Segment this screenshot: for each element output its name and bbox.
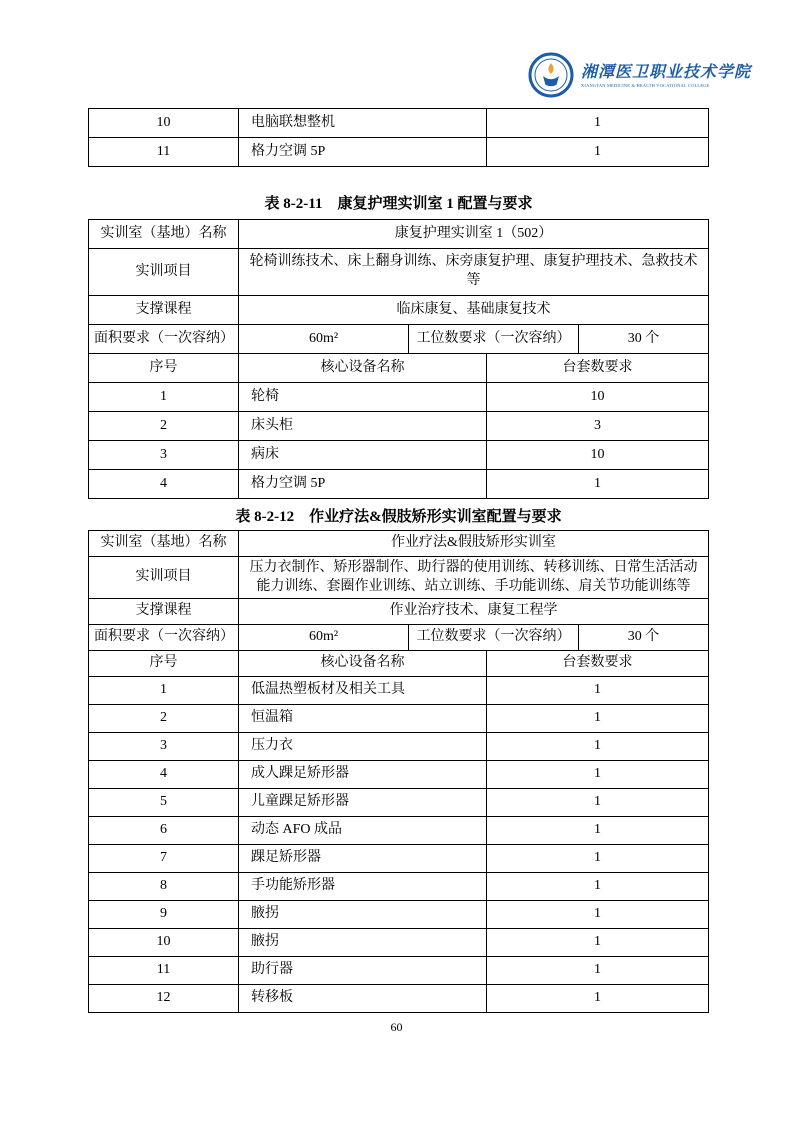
course-row: [89, 599, 709, 625]
room-name-row: [89, 531, 709, 557]
row-number: 6: [89, 817, 239, 845]
equipment-name: 腋拐: [239, 929, 487, 957]
seats-label: 工位数要求（一次容纳）: [409, 625, 579, 651]
area-row: [89, 625, 709, 651]
equipment-name: 电脑联想整机: [239, 109, 487, 138]
equipment-qty: 1: [487, 109, 709, 138]
project-label: 实训项目: [89, 249, 239, 296]
table-row: [89, 412, 709, 441]
row-number: 12: [89, 985, 239, 1013]
equipment-qty: 10: [487, 383, 709, 412]
equipment-name: 腋拐: [239, 901, 487, 929]
equipment-name: 轮椅: [239, 383, 487, 412]
equipment-qty: 1: [487, 705, 709, 733]
table1: [88, 219, 709, 499]
equipment-qty: 1: [487, 873, 709, 901]
row-number: 3: [89, 733, 239, 761]
col-header-name: 核心设备名称: [239, 651, 487, 677]
college-name-zh: 湘潭医卫职业技术学院: [581, 63, 752, 81]
project-row: [89, 557, 709, 599]
room-name-label: 实训室（基地）名称: [89, 220, 239, 249]
room-name-label: 实训室（基地）名称: [89, 531, 239, 557]
table-row: [89, 901, 709, 929]
equipment-name: 儿童踝足矫形器: [239, 789, 487, 817]
table-row: [89, 138, 709, 167]
equipment-qty: 1: [487, 470, 709, 499]
table-row: [89, 733, 709, 761]
row-number: 10: [89, 929, 239, 957]
col-header-name: 核心设备名称: [239, 354, 487, 383]
row-number: 11: [89, 957, 239, 985]
equipment-qty: 1: [487, 957, 709, 985]
equipment-name: 动态 AFO 成品: [239, 817, 487, 845]
equipment-name: 病床: [239, 441, 487, 470]
column-header-row: [89, 651, 709, 677]
equipment-qty: 10: [487, 441, 709, 470]
equipment-qty: 1: [487, 817, 709, 845]
equipment-qty: 1: [487, 733, 709, 761]
area-label: 面积要求（一次容纳）: [89, 325, 239, 354]
seats-label: 工位数要求（一次容纳）: [409, 325, 579, 354]
project-value: 压力衣制作、矫形器制作、助行器的使用训练、转移训练、日常生活活动能力训练、套圈作业训练、站立训练、手功能训练、肩关节功能训练等: [239, 557, 709, 599]
row-number: 2: [89, 412, 239, 441]
seats-value: 30 个: [579, 325, 709, 354]
table-row: [89, 873, 709, 901]
equipment-name: 手功能矫形器: [239, 873, 487, 901]
course-value: 作业治疗技术、康复工程学: [239, 599, 709, 625]
course-value: 临床康复、基础康复技术: [239, 296, 709, 325]
row-number: 5: [89, 789, 239, 817]
row-number: 4: [89, 761, 239, 789]
equipment-name: 恒温箱: [239, 705, 487, 733]
table-row: [89, 845, 709, 873]
equipment-qty: 1: [487, 761, 709, 789]
row-number: 9: [89, 901, 239, 929]
equipment-name: 成人踝足矫形器: [239, 761, 487, 789]
table-row: [89, 677, 709, 705]
row-number: 3: [89, 441, 239, 470]
equipment-name: 低温热塑板材及相关工具: [239, 677, 487, 705]
equipment-qty: 1: [487, 845, 709, 873]
table-row: [89, 383, 709, 412]
row-number: 2: [89, 705, 239, 733]
prev-equipment-table: [88, 108, 709, 167]
table-row: [89, 789, 709, 817]
row-number: 8: [89, 873, 239, 901]
table-row: [89, 817, 709, 845]
equipment-name: 转移板: [239, 985, 487, 1013]
equipment-qty: 1: [487, 789, 709, 817]
equipment-qty: 1: [487, 929, 709, 957]
college-name-en: XIANGTAN MEDICINE & HEALTH VOCATIONAL COLLEGE: [581, 82, 710, 88]
table-row: [89, 957, 709, 985]
table-row: [89, 470, 709, 499]
project-label: 实训项目: [89, 557, 239, 599]
equipment-name: 踝足矫形器: [239, 845, 487, 873]
equipment-name: 助行器: [239, 957, 487, 985]
seats-value: 30 个: [579, 625, 709, 651]
equipment-name: 格力空调 5P: [239, 138, 487, 167]
equipment-name: 格力空调 5P: [239, 470, 487, 499]
course-label: 支撑课程: [89, 599, 239, 625]
course-row: [89, 296, 709, 325]
equipment-qty: 1: [487, 677, 709, 705]
equipment-name: 压力衣: [239, 733, 487, 761]
col-header-no: 序号: [89, 354, 239, 383]
row-number: 7: [89, 845, 239, 873]
page-number: 60: [390, 1020, 403, 1034]
column-header-row: [89, 354, 709, 383]
row-number: 10: [89, 109, 239, 138]
table2-title: 表 8-2-12 作业疗法&假肢矫形实训室配置与要求: [235, 509, 562, 525]
row-number: 4: [89, 470, 239, 499]
row-number: 1: [89, 383, 239, 412]
equipment-qty: 1: [487, 985, 709, 1013]
project-row: [89, 249, 709, 296]
area-value: 60m²: [239, 625, 409, 651]
equipment-qty: 3: [487, 412, 709, 441]
table-row: [89, 441, 709, 470]
col-header-qty: 台套数要求: [487, 651, 709, 677]
college-name: [581, 59, 793, 92]
area-value: 60m²: [239, 325, 409, 354]
col-header-no: 序号: [89, 651, 239, 677]
table-row: [89, 761, 709, 789]
project-value: 轮椅训练技术、床上翻身训练、床旁康复护理、康复护理技术、急救技术等: [239, 249, 709, 296]
table2: [88, 530, 709, 1013]
equipment-qty: 1: [487, 138, 709, 167]
table-row: [89, 109, 709, 138]
table1-title: 表 8-2-11 康复护理实训室 1 配置与要求: [264, 196, 533, 212]
table-row: [89, 705, 709, 733]
equipment-qty: 1: [487, 901, 709, 929]
area-row: [89, 325, 709, 354]
room-name-value: 作业疗法&假肢矫形实训室: [239, 531, 709, 557]
room-name-row: [89, 220, 709, 249]
course-label: 支撑课程: [89, 296, 239, 325]
row-number: 1: [89, 677, 239, 705]
area-label: 面积要求（一次容纳）: [89, 625, 239, 651]
room-name-value: 康复护理实训室 1（502）: [239, 220, 709, 249]
table-row: [89, 985, 709, 1013]
equipment-name: 床头柜: [239, 412, 487, 441]
college-logo: [528, 52, 793, 98]
table-row: [89, 929, 709, 957]
row-number: 11: [89, 138, 239, 167]
college-emblem-icon: [528, 52, 574, 98]
col-header-qty: 台套数要求: [487, 354, 709, 383]
